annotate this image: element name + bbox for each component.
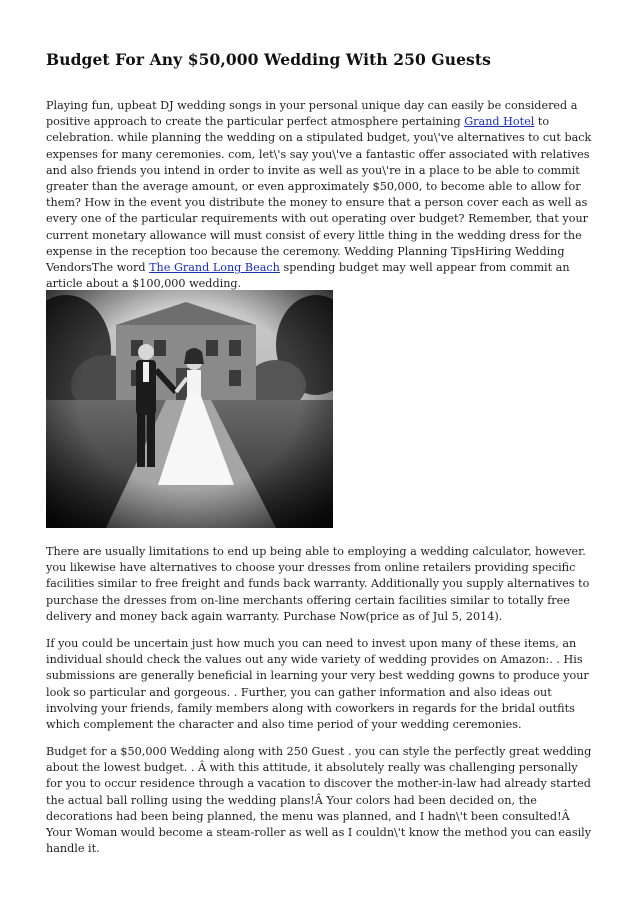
link-grand-hotel[interactable]: Grand Hotel	[464, 115, 535, 129]
paragraph-budget: Budget for a $50,000 Wedding along with 250 Guest . you can style the perfectly great wedding about the lowest budget. . Â with this attitude, it absolutely really was challenging personally for you to occur residence through a vacation to discover the mother-in-law had already started the actual ball rolling using the wedding plans!Â Your colors had been decided on, the decorations had been being planned, the menu was planned, and I hadn\'t been consulted!Â Your Woman would become a steam-roller as well as I couldn\'t know the method you can easily handle it.	[46, 745, 592, 856]
wedding-couple-photo	[46, 290, 333, 528]
paragraph-text: spending budget may well appear from commit an article about a $100,000 wedding.	[46, 261, 570, 291]
paragraph-text: to celebration. while planning the wedding on a stipulated budget, you\'ve alternatives to cut back expenses for many ceremonies. com, let\'s say you\'ve a fantastic offer associated with relatives and also friends you intend in order to invite as well as you\'re in a place to be able to commit greater than the average amount, or even approximately $50,000, to become able to allow for them? How in the event you distribute the money to ensure that a person cover each as well as every one of the particular requirements with out operating over budget? Remember, that your current monetary allowance will must consist of every little thing in the wedding dress for the expense in the reception too because the ceremony. Wedding Planning TipsHiring Wedding VendorsThe word	[46, 115, 592, 275]
link-the-grand-long-beach[interactable]: The Grand Long Beach	[149, 261, 280, 275]
paragraph-text: Playing fun, upbeat DJ wedding songs in your personal unique day can easily be considered a positive approach to create the particular perfect atmosphere pertaining	[46, 99, 578, 129]
paragraph-calculator: There are usually limitations to end up being able to employing a wedding calculator, however. you likewise have alternatives to choose your dresses from online retailers providing specific facilities similar to free freight and funds back warranty. Additionally you supply alternatives to purchase the dresses from on-line merchants offering certain facilities similar to totally free delivery and money back again warranty. Purchase Now(price as of Jul 5, 2014).	[46, 545, 590, 623]
article-title: Budget For Any $50,000 Wedding With 250 Guests	[46, 50, 491, 69]
paragraph-intro	[46, 98, 597, 292]
paragraph-amazon: If you could be uncertain just how much you can need to invest upon many of these items, an individual should check the values out any wide variety of wedding provides on Amazon:. . His submissions are generally beneficial in learning your very best wedding gowns to produce your look so particular and gorgeous. . Further, you can gather information and also ideas out involving your friends, family members along with coworkers in regards for the bridal outfits which complement the character and also time period of your wedding ceremonies.	[46, 637, 589, 732]
